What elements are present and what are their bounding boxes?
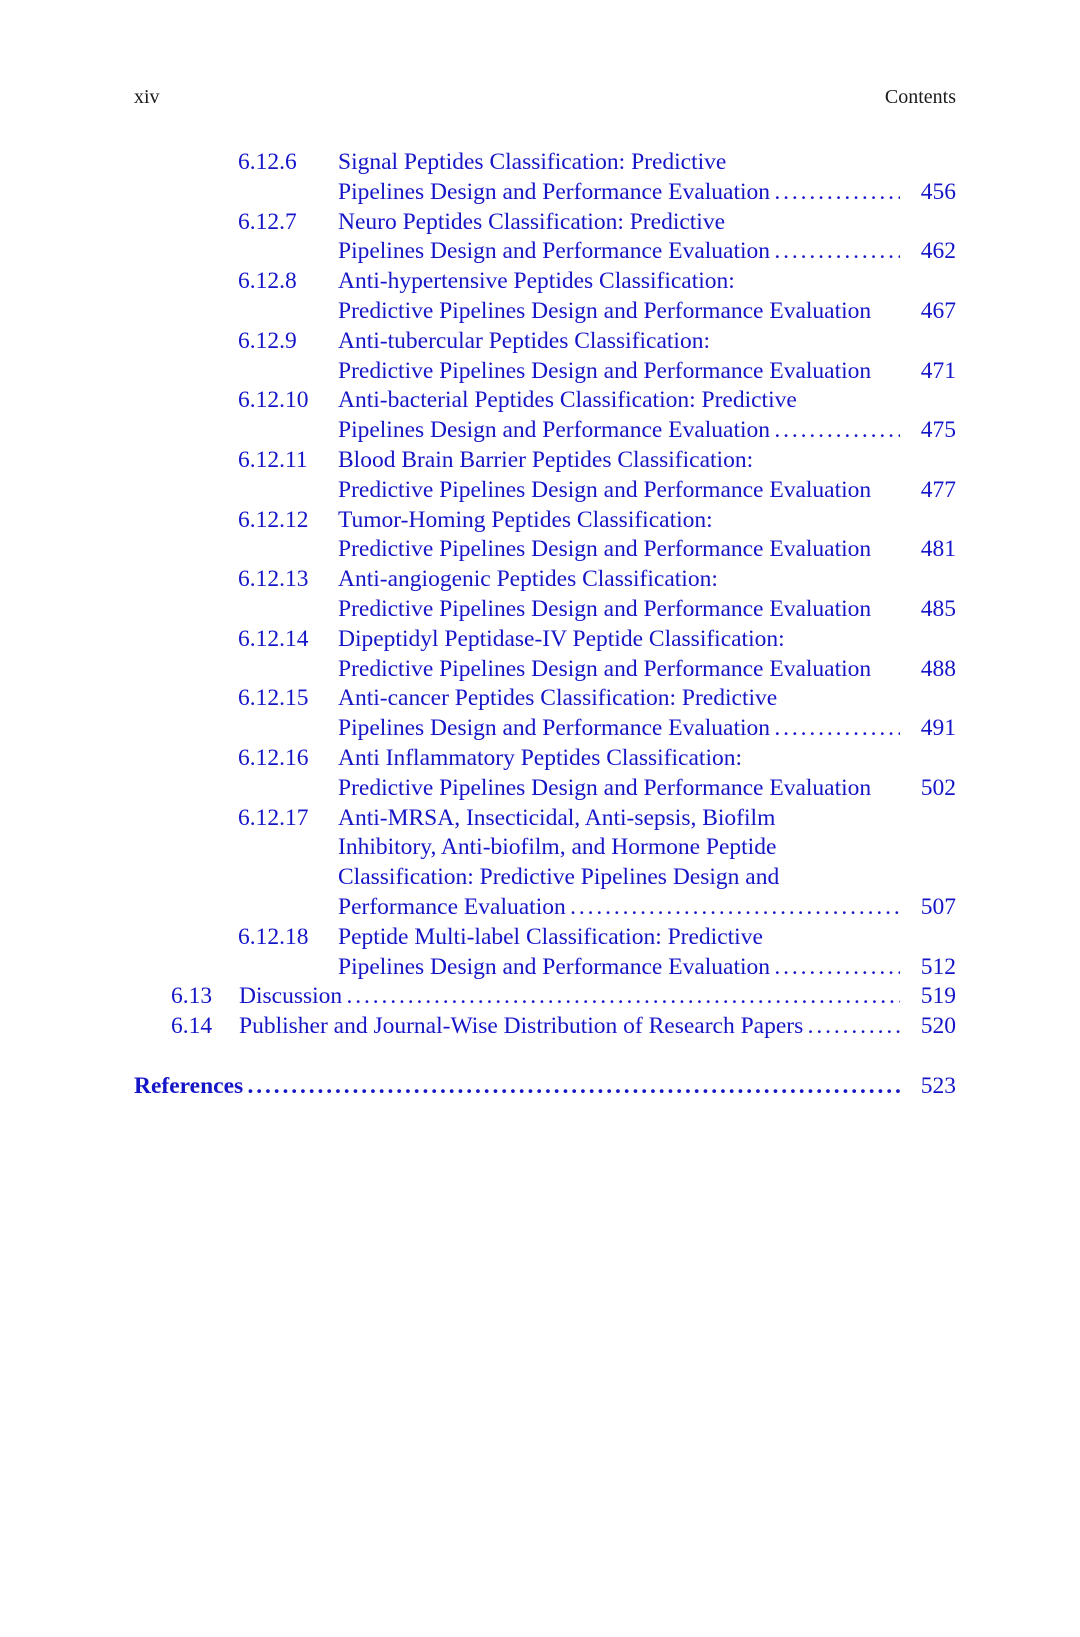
- page-header: [134, 86, 956, 116]
- toc-entry[interactable]: [0, 923, 1080, 983]
- toc-entry-number: 6.12.13: [238, 566, 309, 593]
- toc-entry[interactable]: [0, 744, 1080, 804]
- toc-entry-title-line: Anti Inflammatory Peptides Classification:: [338, 744, 742, 771]
- toc-entry-page-number[interactable]: 512: [920, 953, 956, 980]
- toc-entry-title[interactable]: [239, 1012, 900, 1042]
- toc-entry-title-line: Predictive Pipelines Design and Performance Evaluation: [338, 476, 872, 503]
- toc-entry-title-line: Blood Brain Barrier Peptides Classification:: [338, 446, 754, 473]
- toc-entry-title[interactable]: [134, 1072, 900, 1102]
- toc-spacer: [0, 1042, 1080, 1072]
- toc-entry-title[interactable]: [338, 327, 900, 387]
- toc-entry-title-line: Peptide Multi-label Classification: Predictive: [338, 923, 763, 950]
- toc-entry[interactable]: [0, 327, 1080, 387]
- toc-entry-page-number[interactable]: 462: [920, 238, 956, 265]
- toc-entry-number: 6.12.16: [238, 744, 309, 771]
- toc-entry-number: 6.12.11: [238, 446, 308, 473]
- toc-entry-title-line: Publisher and Journal-Wise Distribution of Research Papers . . .: [239, 1012, 900, 1042]
- toc-entry-number: 6.12.12: [238, 506, 309, 533]
- toc-entry[interactable]: [0, 148, 1080, 208]
- toc-entry-title-line: Discussion . . .: [239, 982, 900, 1012]
- toc-entry-title-line: Pipelines Design and Performance Evaluation . . .: [338, 178, 900, 208]
- toc-entry[interactable]: [0, 804, 1080, 923]
- toc-entry-number: 6.12.15: [238, 685, 309, 712]
- toc-entry-title[interactable]: [338, 208, 900, 268]
- toc-entry-title-line: Anti-bacterial Peptides Classification: Predictive: [338, 387, 797, 414]
- toc-entry-title-line: Pipelines Design and Performance Evaluation . . .: [338, 953, 900, 983]
- toc-entry[interactable]: [0, 684, 1080, 744]
- toc-entry-title[interactable]: [338, 923, 900, 983]
- toc-entry-page-number[interactable]: 481: [920, 536, 956, 563]
- toc-entry-page-number[interactable]: 456: [920, 178, 956, 205]
- toc-entry[interactable]: [0, 1012, 1080, 1042]
- toc-entry-title-line: Anti-MRSA, Insecticidal, Anti-sepsis, Biofilm: [338, 804, 776, 831]
- toc-entry-title[interactable]: [338, 148, 900, 208]
- toc-entry-title-line: Pipelines Design and Performance Evaluation . . .: [338, 237, 900, 267]
- toc-entry-title[interactable]: [338, 744, 900, 804]
- toc-entry-title[interactable]: [338, 386, 900, 446]
- toc-entry-title[interactable]: [239, 982, 900, 1012]
- toc-entry-number: 6.12.18: [238, 923, 309, 950]
- toc-entry-title-line: Predictive Pipelines Design and Performance Evaluation: [338, 536, 872, 563]
- toc-entry-title-line: Pipelines Design and Performance Evaluation . . .: [338, 416, 900, 446]
- toc-entry-title-line: Predictive Pipelines Design and Performance Evaluation: [338, 357, 872, 384]
- toc-entry-page-number[interactable]: 502: [920, 774, 956, 801]
- toc-entry-page-number[interactable]: 467: [920, 297, 956, 324]
- toc-entry-page-number[interactable]: 485: [920, 595, 956, 622]
- toc-entry[interactable]: [0, 446, 1080, 506]
- toc-entry-title[interactable]: [338, 267, 900, 327]
- toc-entry-title-line: Anti-angiogenic Peptides Classification:: [338, 566, 718, 593]
- toc-entry-number: 6.12.7: [238, 208, 297, 235]
- toc-entry-title-line: Performance Evaluation . . .: [338, 893, 900, 923]
- toc-entry[interactable]: [0, 565, 1080, 625]
- toc-entry-page-number[interactable]: 475: [920, 417, 956, 444]
- toc-entry-title[interactable]: [338, 565, 900, 625]
- toc-entry-title-line: Predictive Pipelines Design and Performance Evaluation: [338, 297, 872, 324]
- toc-entry-page-number[interactable]: 520: [920, 1013, 956, 1040]
- toc-entry-number: 6.12.8: [238, 268, 297, 295]
- toc-entry-number: 6.12.6: [238, 149, 297, 175]
- toc-entry-title-line: Predictive Pipelines Design and Performance Evaluation: [338, 595, 872, 622]
- toc-entry-title-line: Pipelines Design and Performance Evaluation . . .: [338, 714, 900, 744]
- toc-entry-title[interactable]: [338, 625, 900, 685]
- toc-entry[interactable]: [0, 625, 1080, 685]
- toc-entry-number: 6.12.17: [238, 804, 309, 831]
- toc-entry-page-number[interactable]: 471: [920, 357, 956, 384]
- toc-entry-number: 6.12.14: [238, 625, 309, 652]
- table-of-contents: [0, 148, 1080, 1102]
- toc-entry-title[interactable]: [338, 446, 900, 506]
- toc-entry-number: 6.12.9: [238, 327, 297, 354]
- toc-entry-title-line: Inhibitory, Anti-biofilm, and Hormone Peptide: [338, 834, 777, 861]
- running-head: Contents: [884, 86, 956, 108]
- toc-entry-title-line: Predictive Pipelines Design and Performance Evaluation: [338, 774, 872, 801]
- toc-entry-number: 6.13: [171, 983, 213, 1010]
- toc-entry-page-number[interactable]: 488: [920, 655, 956, 682]
- toc-entry[interactable]: [0, 1072, 1080, 1102]
- toc-entry[interactable]: [0, 386, 1080, 446]
- toc-entry-number: 6.12.10: [238, 387, 309, 414]
- toc-entry[interactable]: [0, 208, 1080, 268]
- toc-entry-title-line: Anti-cancer Peptides Classification: Predictive: [338, 685, 778, 712]
- toc-entry-page-number[interactable]: 491: [920, 715, 956, 742]
- toc-entry-title-line: Signal Peptides Classification: Predictive: [338, 149, 727, 175]
- toc-entry-page-number[interactable]: 519: [920, 983, 956, 1010]
- toc-entry-page-number[interactable]: 477: [920, 476, 956, 503]
- toc-entry[interactable]: [0, 982, 1080, 1012]
- toc-entry-title-line: Anti-hypertensive Peptides Classification:: [338, 268, 735, 295]
- toc-entry[interactable]: [0, 506, 1080, 566]
- toc-entry-page-number[interactable]: 523: [920, 1072, 956, 1099]
- toc-entry-title[interactable]: [338, 684, 900, 744]
- toc-entry-title-line: Anti-tubercular Peptides Classification:: [338, 327, 710, 354]
- toc-entry-title-line: References . . .: [134, 1072, 900, 1102]
- toc-entry-title-line: Classification: Predictive Pipelines Design and: [338, 864, 780, 891]
- toc-entry[interactable]: [0, 267, 1080, 327]
- toc-entry-title[interactable]: [338, 506, 900, 566]
- toc-entry-title-line: Dipeptidyl Peptidase-IV Peptide Classification:: [338, 625, 785, 652]
- toc-entry-title-line: Predictive Pipelines Design and Performance Evaluation: [338, 655, 872, 682]
- page-number-label: xiv: [134, 86, 160, 108]
- toc-entry-number: 6.14: [171, 1013, 213, 1040]
- toc-entry-page-number[interactable]: 507: [920, 893, 956, 920]
- toc-entry-title-line: Neuro Peptides Classification: Predictive: [338, 208, 726, 235]
- toc-entry-title[interactable]: [338, 804, 900, 923]
- toc-entry-title-line: Tumor-Homing Peptides Classification:: [338, 506, 713, 533]
